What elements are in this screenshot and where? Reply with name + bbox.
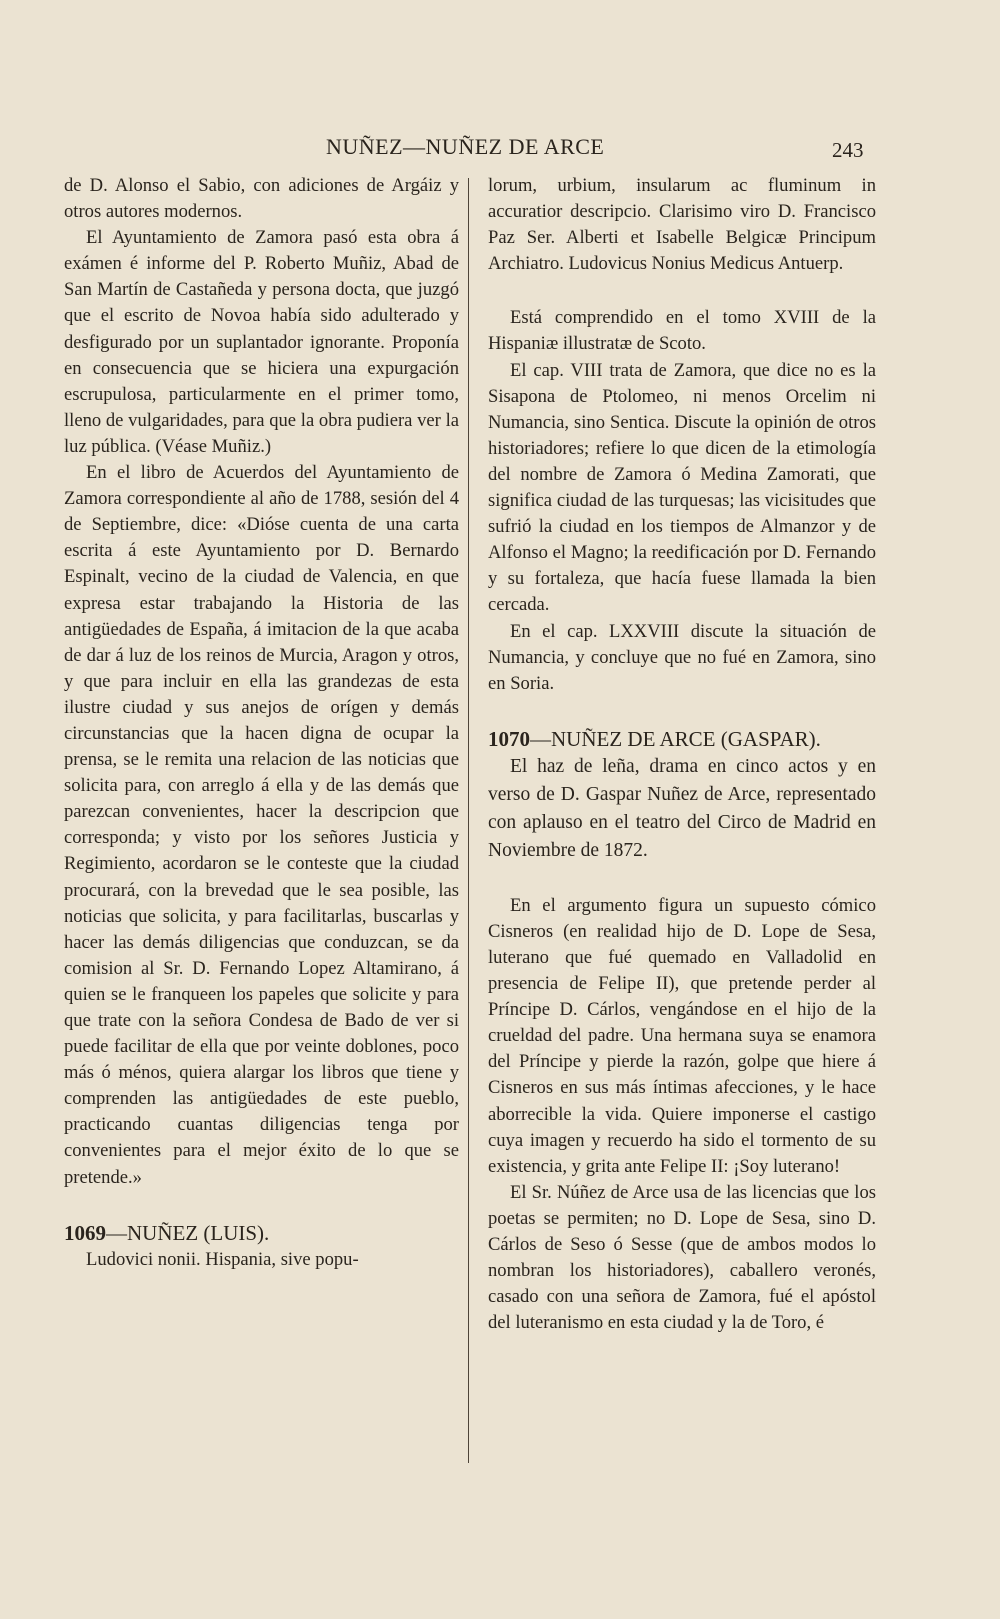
entry-name: —NUÑEZ DE ARCE (GASPAR). [530,726,821,751]
entry-name: —NUÑEZ (LUIS). [106,1220,270,1245]
paragraph: Está comprendido en el tomo XVIII de la Hispaniæ illustratæ de Scoto. [488,307,876,355]
right-column [488,173,876,1336]
paragraph: El Ayuntamiento de Zamora pasó esta obra á exámen é informe del P. Roberto Muñiz, Abad de San Martín de Castañeda y persona docta, que juzgó que el escrito de Novoa había sido adulterado y desfigurado por un suplantador ignorante. Proponía en consecuencia que se hiciera una expurgación escrupulosa, particularmente en el primer tomo, lleno de vulgaridades, para que la obra pudiera ver la luz pública. (Véase Muñiz.) [64,227,459,457]
entry-title: El haz de leña, drama en cinco actos y en verso de D. Gaspar Nuñez de Arce, representado con aplauso en el teatro del Circo de Madrid en Noviembre de 1872. [488,755,876,861]
paragraph: lorum, urbium, insularum ac fluminum in accuratior descripcio. Clarisimo viro D. Francisco Paz Ser. Alberti et Isabelle Belgicæ Principum Archiatro. Ludovicus Nonius Medicus Antuerp. [488,175,876,275]
entry-heading-1069 [64,1219,459,1247]
running-head [0,134,1000,170]
left-column [64,173,459,1273]
entry-title: Ludovici nonii. Hispania, sive popu- [86,1248,359,1270]
entry-heading-1070 [488,725,876,753]
column-divider [468,178,469,1463]
paragraph: En el cap. LXXVIII discute la situación de Numancia, y concluye que no fué en Zamora, sino en Soria. [488,620,876,694]
paragraph: En el libro de Acuerdos del Ayuntamiento de Zamora correspondiente al año de 1788, sesión del 4 de Septiembre, dice: «Dióse cuenta de una carta escrita á este Ayuntamiento por D. Bernardo Espinalt, vecino de la ciudad de Valencia, en que expresa estar trabajando la Historia de las antigüedades de España, á imitacion de la que acaba de dar á luz de los reinos de Murcia, Aragon y otros, y que para incluir en ella las grandezas de esta ilustre ciudad y sus anejos de orígen y demás circunstancias que la hacen digna de ocupar la prensa, se le remita una relacion de las noticias que solicita para, con arreglo á ella y de las demás que parezcan convenientes, hacer la descripcion que corresponda; y visto por los señores Justicia y Regimiento, acordaron se le conteste que la ciudad procurará, con la brevedad que le sea posible, las noticias que solicita, y para facilitarlas, buscarlas y hacer las demás diligencias que conduzcan, se da comision al Sr. D. Fernando Lopez Altamirano, á quien se le franqueen los papeles que solicite y para que trate con la señora Condesa de Bado de ver si puede facilitar de ella que por veinte doblones, poco más ó ménos, quiera alargar los libros que tiene y comprenden las antigüedades de este pueblo, practicando cuantas diligencias tenga por convenientes para el mejor éxito de lo que se pretende.» [64,462,459,1188]
paragraph: El cap. VIII trata de Zamora, que dice no es la Sisapona de Ptolomeo, ni menos Orcelim ni Numancia, sino Sentica. Discute la opinión de otros historiadores; refiere lo que dicen de la etimología del nombre de Zamora ó Medina Zamorati, que significa ciudad de las turquesas; las vicisitudes que sufrió la ciudad en los tiempos de Almanzor y de Alfonso el Magno; la reedificación por D. Fernando y su fortaleza, que hacía fuese llamada la bien cercada. [488,359,876,616]
page-number: 243 [832,138,864,162]
entry-number: 1069 [64,1220,106,1245]
running-head-title: NUÑEZ—NUÑEZ DE ARCE [326,134,605,159]
paragraph: El Sr. Núñez de Arce usa de las licencias que los poetas se permiten; no D. Lope de Sesa, sino D. Cárlos de Seso ó Sesse (que de ambos modos lo nombran los historiadores), caballero veronés, casado con una señora de Zamora, fué el apóstol del luteranismo en esta ciudad y la de Toro, é [488,1181,876,1334]
paragraph: de D. Alonso el Sabio, con adiciones de Argáiz y otros autores modernos. [64,175,459,223]
paragraph: En el argumento figura un supuesto cómico Cisneros (en realidad hijo de D. Lope de Sesa, luterano que fué quemado en Valladolid en presencia de Felipe II), que pretende perder al Príncipe D. Cárlos, vengándose en el hijo de la crueldad del padre. Una hermana suya se enamora del Príncipe y pierde la razón, golpe que hiere á Cisneros en sus más íntimas afecciones, y le hace aborrecible la vida. Quiere imponerse el castigo cuya imagen y recuerdo ha sido el tormento de su existencia, y grita ante Felipe II: ¡Soy luterano! [488,894,876,1177]
entry-number: 1070 [488,726,530,751]
